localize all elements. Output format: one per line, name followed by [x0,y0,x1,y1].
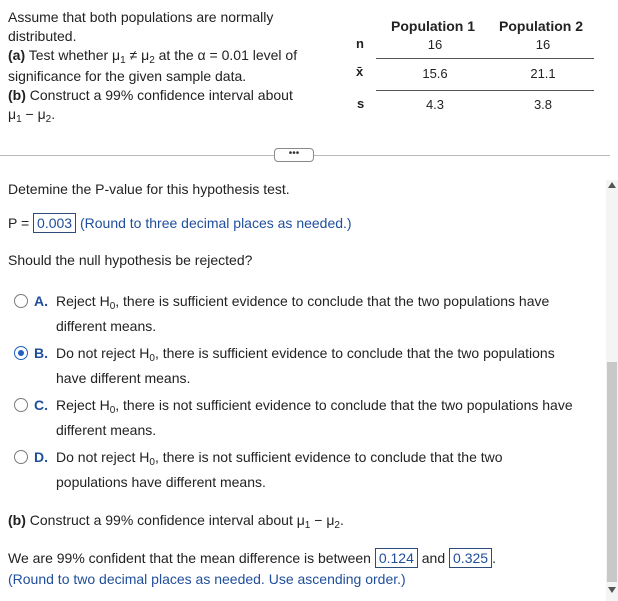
option-c-text-pre: Reject H [56,397,110,413]
param-end: . [51,106,56,122]
col-header-pop1: Population 1 [391,18,475,34]
pvalue-row [8,213,352,233]
option-c-letter: C. [34,397,48,413]
row-label-s: s [357,96,365,111]
mu-sub2: 2 [45,114,52,125]
problem-line-1: Assume that both populations are normally [8,9,274,25]
option-b-letter: B. [34,345,48,361]
part-b-heading-text: Construct a 99% confidence interval about μ [29,512,305,528]
part-a-line-2: significance for the given sample data. [8,68,247,84]
ci-and: and [421,550,446,566]
pvalue-label: P = [8,215,30,231]
row-label-xbar: x̄ [356,64,364,79]
part-b-heading [8,512,344,531]
cell-s-pop1: 4.3 [425,97,445,112]
option-a-sub: 0 [109,301,116,312]
option-b-text-post: , there is sufficient evidence to conclude that the two populations [154,345,555,361]
option-c-radio[interactable] [14,398,28,412]
cell-s-pop2: 3.8 [533,97,553,112]
cell-n-pop1: 16 [427,37,443,52]
option-c-line2: different means. [56,422,157,438]
ci-hint: (Round to two decimal places as needed. Use ascending order.) [8,571,406,587]
option-d-line2: populations have different means. [56,474,266,490]
part-b-heading-minus: − μ [310,512,335,528]
ci-text: We are 99% confident that the mean difference is between [8,550,371,566]
pvalue-hint: (Round to three decimal places as needed.) [79,215,352,231]
table-rule-1 [376,58,594,59]
part-b-heading-end: . [339,512,344,528]
expand-button[interactable]: ••• [274,148,314,162]
option-b-sub: 0 [149,353,155,364]
option-c[interactable] [34,394,594,441]
part-b-label: (b) [8,87,26,103]
scroll-down-arrow-icon[interactable] [608,587,616,593]
part-b-text: Construct a 99% confidence interval about [29,87,293,103]
option-d-letter: D. [34,449,48,465]
option-c-text-post: , there is not sufficient evidence to conclude that the two populations have [115,397,573,413]
reject-question: Should the null hypothesis be rejected? [8,252,253,268]
part-a-sub1: 1 [120,55,126,66]
part-b-heading-label: (b) [8,512,26,528]
part-b-heading-sub1: 1 [304,520,311,531]
part-a-text-pre: Test whether μ [28,47,121,63]
part-a-label: (a) [8,47,26,63]
pvalue-answer-field[interactable]: 0.003 [33,213,76,233]
option-d-radio[interactable] [14,450,28,464]
scrollbar-thumb[interactable] [607,362,617,582]
part-a-line [8,46,338,67]
option-a[interactable] [34,290,594,337]
option-a-line2: different means. [56,318,157,334]
cell-n-pop2: 16 [535,37,551,52]
cell-xbar-pop1: 15.6 [422,66,448,81]
part-a-neq: ≠ μ [125,47,150,63]
mu-minus: − μ [21,106,46,122]
option-a-radio[interactable] [14,294,28,308]
mu-symbol: μ [8,106,17,122]
option-a-text-post: , there is sufficient evidence to conclude that the two populations have [115,293,550,309]
cell-xbar-pop2: 21.1 [530,66,556,81]
table-rule-2 [376,90,594,91]
ci-lower-field[interactable]: 0.124 [375,548,418,568]
option-b[interactable] [34,342,594,389]
problem-line-2: distributed. [8,28,77,44]
pvalue-prompt: Detemine the P-value for this hypothesis test. [8,181,290,197]
option-b-text-pre: Do not reject H [56,345,150,361]
part-b-heading-sub2: 2 [334,520,340,531]
option-d-sub: 0 [149,457,155,468]
option-d[interactable] [34,446,594,493]
option-a-text-pre: Reject H [56,293,110,309]
option-d-text-pre: Do not reject H [56,449,150,465]
ci-upper-field[interactable]: 0.325 [449,548,492,568]
ci-end: . [492,550,496,566]
part-b-param [8,105,338,126]
option-b-line2: have different means. [56,370,191,386]
mu-sub1: 1 [16,114,22,125]
ci-row [8,548,496,568]
option-b-radio[interactable] [14,346,28,360]
part-b-line [8,86,338,105]
col-header-pop2: Population 2 [499,18,583,34]
option-d-text-post: , there is not sufficient evidence to conclude that the two [154,449,503,465]
scroll-up-arrow-icon[interactable] [608,182,616,188]
option-c-sub: 0 [109,405,116,416]
part-a-sub2: 2 [149,55,155,66]
row-label-n: n [356,36,364,51]
part-a-text-post: at the α = 0.01 level of [154,47,298,63]
option-a-letter: A. [34,293,48,309]
problem-statement [8,8,338,126]
